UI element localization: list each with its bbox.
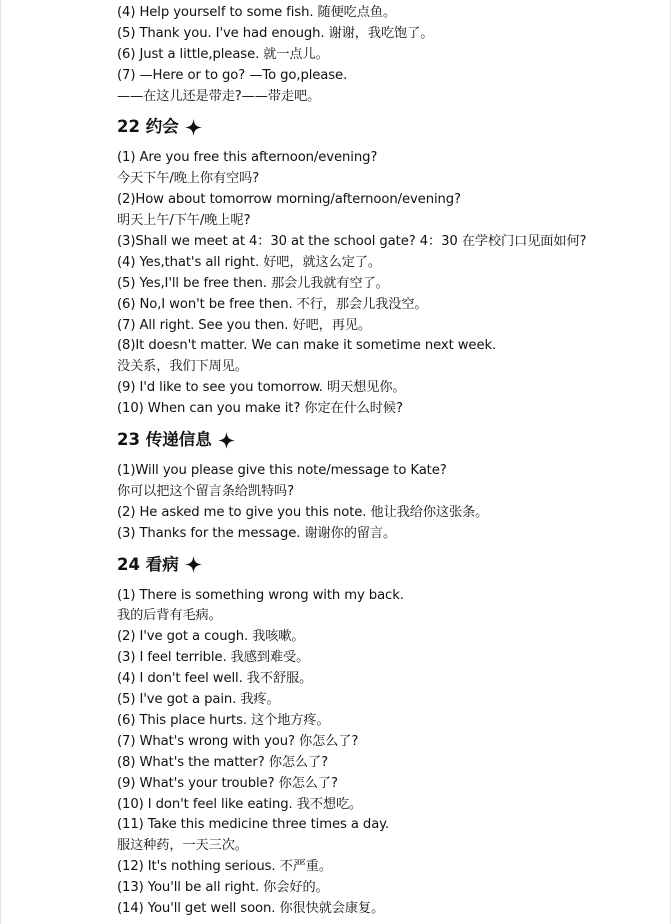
phrase-line: 服这种药，一天三次。	[117, 838, 248, 854]
phrase-line: (6) No,I won't be free then. 不行，那会儿我没空。	[117, 296, 428, 312]
phrase-line: (10) When can you make it? 你定在什么时候?	[117, 401, 403, 417]
phrase-line: (9) I'd like to see you tomorrow. 明天想见你。	[117, 380, 406, 396]
phrase-line: (13) You'll be all right. 你会好的。	[117, 880, 329, 896]
phrase-line: (7) All right. See you then. 好吧，再见。	[117, 317, 372, 333]
section-heading	[117, 116, 665, 138]
phrase-line: (5) Yes,I'll be free then. 那会儿我就有空了。	[117, 275, 389, 291]
phrase-line: (3) I feel terrible. 我感到难受。	[117, 650, 310, 666]
phrase-line: 明天上午/下午/晚上呢?	[117, 213, 251, 229]
four-point-star-icon	[185, 556, 202, 573]
phrase-line: (5) Thank you. I've had enough. 谢谢，我吃饱了。	[117, 25, 434, 41]
phrase-line: 你可以把这个留言条给凯特吗?	[117, 483, 295, 499]
four-point-star-icon	[185, 119, 202, 136]
phrase-line: (2) He asked me to give you this note. 他让我给你这张条。	[117, 504, 489, 520]
section-heading	[117, 554, 665, 576]
page-left-edge	[0, 0, 1, 924]
phrase-line: (3)Shall we meet at 4：30 at the school gate? 4：30 在学校门口见面如何?	[117, 234, 587, 250]
document-body	[117, 3, 665, 920]
phrase-line: (12) It's nothing serious. 不严重。	[117, 859, 332, 875]
phrase-line: (5) I've got a pain. 我疼。	[117, 692, 280, 708]
phrase-line: (1)Will you please give this note/message to Kate?	[117, 463, 447, 479]
phrase-line: (11) Take this medicine three times a day.	[117, 817, 390, 833]
phrase-line: (4) Yes,that's all right. 好吧，就这么定了。	[117, 254, 381, 270]
phrase-line: 我的后背有毛病。	[117, 608, 222, 624]
phrase-line: (14) You'll get well soon. 你很快就会康复。	[117, 900, 385, 916]
phrase-line: 今天下午/晚上你有空吗?	[117, 171, 260, 187]
phrase-line: 没关系，我们下周见。	[117, 359, 248, 375]
phrase-line: (4) I don't feel well. 我不舒服。	[117, 671, 313, 687]
phrase-line: (10) I don't feel like eating. 我不想吃。	[117, 796, 363, 812]
phrase-line: (9) What's your trouble? 你怎么了?	[117, 775, 338, 791]
section-title: 23 传递信息	[117, 430, 212, 450]
section-title: 24 看病	[117, 554, 179, 574]
phrase-line: (2) I've got a cough. 我咳嗽。	[117, 629, 305, 645]
phrase-line: (1) There is something wrong with my back.	[117, 587, 404, 603]
phrase-line: (7) What's wrong with you? 你怎么了?	[117, 733, 359, 749]
phrase-line: (4) Help yourself to some fish. 随便吃点鱼。	[117, 5, 397, 20]
phrase-line: (2)How about tomorrow morning/afternoon/evening?	[117, 192, 461, 208]
four-point-star-icon	[218, 432, 235, 449]
section-heading	[117, 429, 665, 451]
phrase-line: (6) This place hurts. 这个地方疼。	[117, 712, 330, 728]
phrase-line: (6) Just a little,please. 就一点儿。	[117, 46, 329, 62]
section-title: 22 约会	[117, 117, 179, 137]
phrase-line: ——在这儿还是带走?——带走吧。	[117, 88, 321, 104]
phrase-line: (1) Are you free this afternoon/evening?	[117, 150, 378, 166]
phrase-line: (7) —Here or to go? —To go,please.	[117, 67, 348, 83]
phrase-line: (8)It doesn't matter. We can make it sometime next week.	[117, 338, 497, 354]
phrase-line: (3) Thanks for the message. 谢谢你的留言。	[117, 525, 397, 541]
phrase-line: (8) What's the matter? 你怎么了?	[117, 754, 328, 770]
